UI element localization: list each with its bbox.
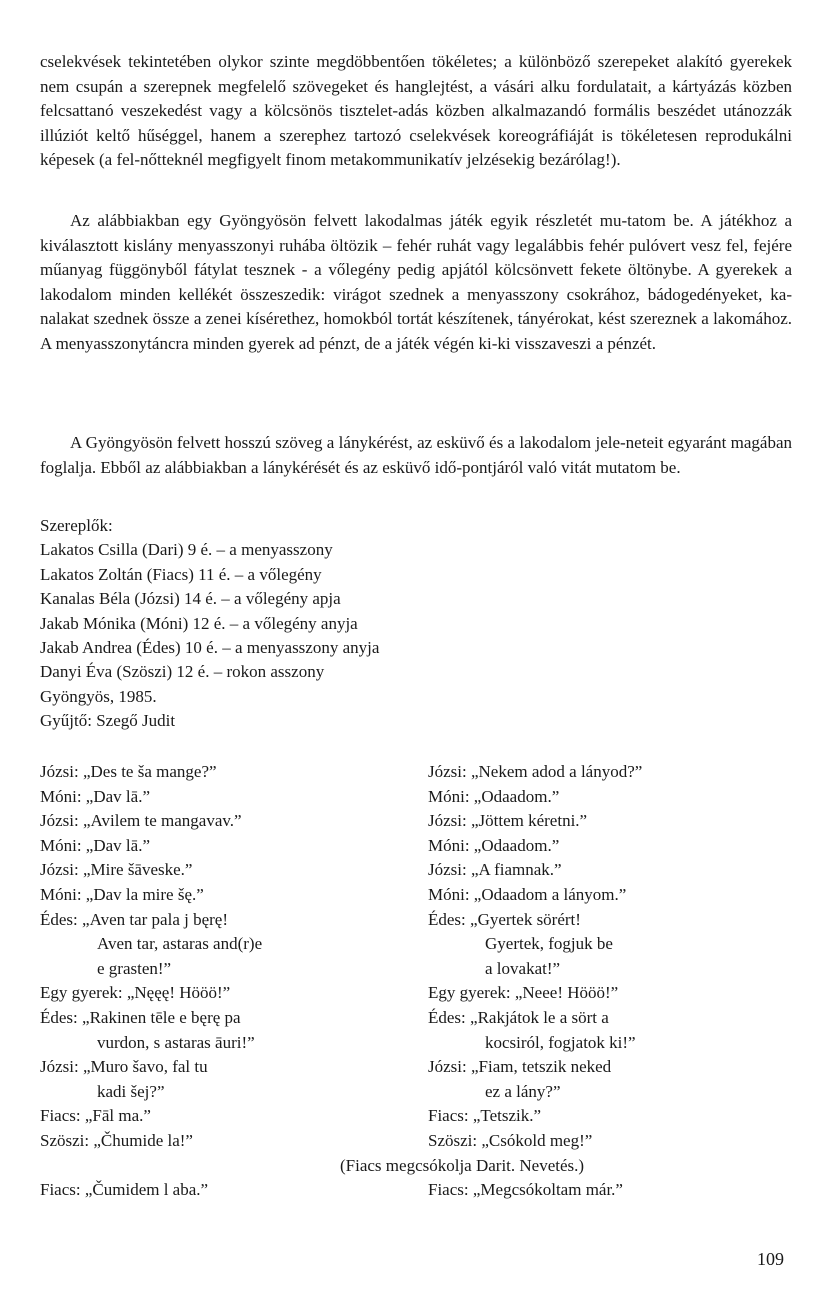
paragraph-game-description: Az alábbiakban egy Gyöngyösön felvett lakodalmas játék egyik részletét mu-tatom be. A játékhoz a kiválasztott kislány menyasszonyi ruhába öltözik – fehér ruhát vagy legalábbis fehér pulóvert vesz fel, fejére műanyag függönyből fátylat tesznek - a vőlegény pedig apjától kölcsönvett fekete öltönybe. A gyerekek a lakodalom minden kellékét összeszedik: virágot szednek a menyasszony csokrához, bádogedényeket, ka-nalakat szednek össze a zenei kísérethez, homokból tortát készítenek, tányérokat, kést szereznek a lakomához. A menyasszonytáncra minden gyerek ad pénzt, de a játék végén ki-ki visszaveszi a pénzét.: [40, 211, 792, 353]
dialog-line: Móni: „Dav lā.”: [40, 835, 150, 855]
stage-direction: (Fiacs megcsókolja Darit. Nevetés.): [340, 1155, 585, 1175]
dialog-line: Józsi: „Fiam, tetszik neked: [428, 1057, 612, 1077]
collector: Gyűjtő: Szegő Judit: [40, 711, 176, 731]
dialog-line: Egy gyerek: „Neee! Hööö!”: [428, 983, 619, 1003]
dialog-line-continued: kadi šej?”: [97, 1081, 165, 1101]
cast-heading: Szereplők:: [40, 516, 113, 535]
dialog-hungarian: [340, 760, 808, 1203]
dialog-line-continued: kocsiról, fogjatok ki!”: [485, 1032, 636, 1052]
cast-member: Lakatos Csilla (Dari) 9 é. – a menyasszony: [40, 540, 333, 560]
dialog-line: Józsi: „Muro šavo, fal tu: [40, 1057, 208, 1077]
dialog-line-continued: ez a lány?”: [485, 1081, 561, 1101]
dialog-romani: [40, 760, 400, 1203]
dialog-line: Józsi: „Nekem adod a lányod?”: [428, 762, 643, 781]
dialog-line: Szöszi: „Csókold meg!”: [428, 1130, 593, 1150]
dialog-line: Móni: „Odaadom.”: [428, 835, 560, 855]
dialog-line: Móni: „Dav lā.”: [40, 786, 150, 806]
dialog-line: Józsi: „A fiamnak.”: [428, 860, 562, 880]
paragraph-text-overview: A Gyöngyösön felvett hosszú szöveg a lánykérést, az esküvő és a lakodalom jele-neteit egyaránt magában foglalja. Ebből az alábbiakban a lánykérését és az esküvő idő-pontjáról való vitát mutatom be.: [40, 433, 792, 477]
dialog-line-continued: Aven tar, astaras and(r)e: [97, 934, 263, 954]
dialog-line-continued: Gyertek, fogjuk be: [485, 934, 613, 954]
cast-list: [40, 514, 540, 734]
paragraph-intro: cselekvések tekintetében olykor szinte megdöbbentően tökéletes; a különböző szerepeket alakító gyerekek nem csupán a szerepnek megfelelő szövegeket és hanglejtést, a vásári alku fordulatait, a kártyázás közben felcsattanó veszekedést vagy a kölcsönös tisztelet-adás közben alkalmazandó formális beszédet utánozzák illúziót keltő hűséggel, hanem a szerephez tartozó cselekvések koreográfiáját is tökéletesen reprodukálni képesek (a fel-nőtteknél megfigyelt finom metakommunikatív jelzésekig bezárólag!).: [40, 52, 792, 170]
dialog-line: Egy gyerek: „Nęęę! Hööö!”: [40, 983, 231, 1003]
dialog-line: Józsi: „Jöttem kéretni.”: [428, 811, 588, 831]
dialog-line-continued: e grasten!”: [97, 958, 172, 978]
dialog-line: Józsi: „Mire šāveske.”: [40, 860, 193, 880]
cast-member: Kanalas Béla (Józsi) 14 é. – a vőlegény apja: [40, 589, 341, 609]
dialog-line: Fiacs: „Fāl ma.”: [40, 1106, 151, 1126]
dialog-line: Édes: „Aven tar pala j bęrę!: [40, 909, 229, 929]
dialog-line: Édes: „Rakinen tēle e bęrę pa: [40, 1007, 241, 1027]
cast-member: Lakatos Zoltán (Fiacs) 11 é. – a vőlegény: [40, 564, 322, 584]
dialog-line: Józsi: „Des te ša mange?”: [40, 762, 217, 781]
dialog-line: Szöszi: „Čhumide la!”: [40, 1130, 193, 1150]
dialog-line: Fiacs: „Tetszik.”: [428, 1106, 542, 1126]
cast-member: Jakab Mónika (Móni) 12 é. – a vőlegény anyja: [40, 613, 358, 633]
cast-member: Jakab Andrea (Édes) 10 é. – a menyasszony anyja: [40, 638, 380, 658]
cast-member: Danyi Éva (Szöszi) 12 é. – rokon asszony: [40, 662, 325, 682]
dialog-line: Móni: „Odaadom a lányom.”: [428, 884, 627, 904]
place-date: Gyöngyös, 1985.: [40, 686, 157, 706]
dialog-line-continued: vurdon, s astaras āuri!”: [97, 1032, 255, 1052]
dialog-line: Édes: „Gyertek sörért!: [428, 909, 581, 929]
dialog-line: Móni: „Dav la mire šę.”: [40, 884, 204, 904]
dialog-line-continued: a lovakat!”: [485, 958, 561, 978]
dialog-line: Fiacs: „Čumidem l aba.”: [40, 1180, 209, 1200]
dialog-line: Józsi: „Avilem te mangavav.”: [40, 811, 242, 831]
dialog-line: Édes: „Rakjátok le a sört a: [428, 1007, 609, 1027]
dialog-line: Móni: „Odaadom.”: [428, 786, 560, 806]
dialog-line: Fiacs: „Megcsókoltam már.”: [428, 1180, 623, 1200]
page-number: 109: [757, 1249, 784, 1269]
